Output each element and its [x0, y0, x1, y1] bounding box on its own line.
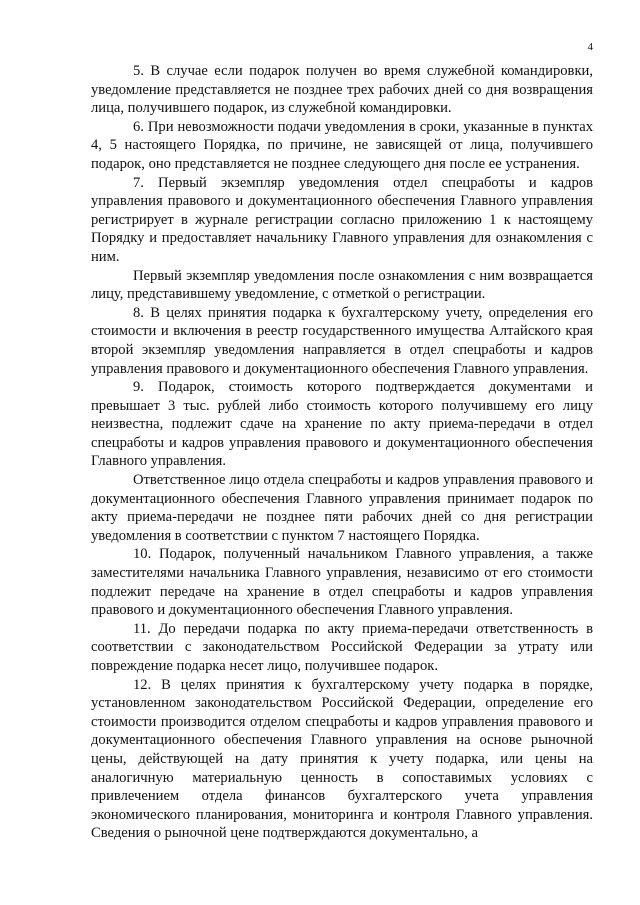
paragraph-item-9-responsible-person: Ответственное лицо отдела спецработы и кадров управления правового и документационного обеспечения Главного управления принимает подарок по акту приема-передачи не позднее пяти рабочих дней со дня регистрации уведомления в соответствии с пунктом 7 настоящего Порядка.	[91, 472, 593, 544]
paragraph-item-7-return-copy: Первый экземпляр уведомления после ознакомления с ним возвращается лицу, представившему уведомление, с отметкой о регистрации.	[91, 267, 593, 303]
document-body	[91, 62, 593, 843]
page-number: 4	[587, 41, 593, 53]
paragraph-item-11-responsibility: 11. До передачи подарка по акту приема-передачи ответственность в соответствии с законодательством Российской Федерации за утрату или повреждение подарка несет лицо, получившее подарок.	[91, 620, 593, 674]
paragraph-item-6-deadline-impossible: 6. При невозможности подачи уведомления в сроки, указанные в пунктах 4, 5 настоящего Порядка, по причине, не зависящей от лица, получившего подарок, оно представляется не позднее следующего дня после ее устранения.	[91, 118, 593, 172]
paragraph-item-9-storage: 9. Подарок, стоимость которого подтверждается документами и превышает 3 тыс. рублей либо стоимость которого получившему его лицу неизвестна, подлежит сдаче на хранение по акту приема-передачи в отдел спецработы и кадров управления правового и документационного обеспечения Главного управления.	[91, 379, 593, 470]
paragraph-item-5-business-trip: 5. В случае если подарок получен во время служебной командировки, уведомление представляется не позднее трех рабочих дней со дня возвращения лица, получившего подарок, из служебной командировки.	[91, 63, 593, 117]
paragraph-item-12-valuation: 12. В целях принятия к бухгалтерскому учету подарка в порядке, установленном законодательством Российской Федерации, определение его стоимости производится отделом спецработы и кадров управления правового и документационного обеспечения Главного управления на основе рыночной цены, действующей на дату принятия к учету подарка, или цены на аналогичную материальную ценность в сопоставимых условиях с привлечением отдела финансов бухгалтерского учета управления экономического планирования, мониторинга и контроля Главного управления. Сведения о рыночной цене подтверждаются документально, а	[91, 676, 593, 842]
paragraph-item-8-accounting: 8. В целях принятия подарка к бухгалтерскому учету, определения его стоимости и включения в реестр государственного имущества Алтайского края второй экземпляр уведомления направляется в отдел спецработы и кадров управления правового и документационного обеспечения Главного управления.	[91, 304, 593, 377]
paragraph-item-7-registration: 7. Первый экземпляр уведомления отдел спецработы и кадров управления правового и документационного обеспечения Главного управления регистрирует в журнале регистрации согласно приложению 1 к настоящему Порядку и предоставляет начальнику Главного управления для ознакомления с ним.	[91, 174, 593, 265]
paragraph-item-10-head-gift: 10. Подарок, полученный начальником Главного управления, а также заместителями начальника Главного управления, независимо от его стоимости подлежит передаче на хранение в отдел спецработы и кадров управления правового и документационного обеспечения Главного управления.	[91, 546, 593, 619]
